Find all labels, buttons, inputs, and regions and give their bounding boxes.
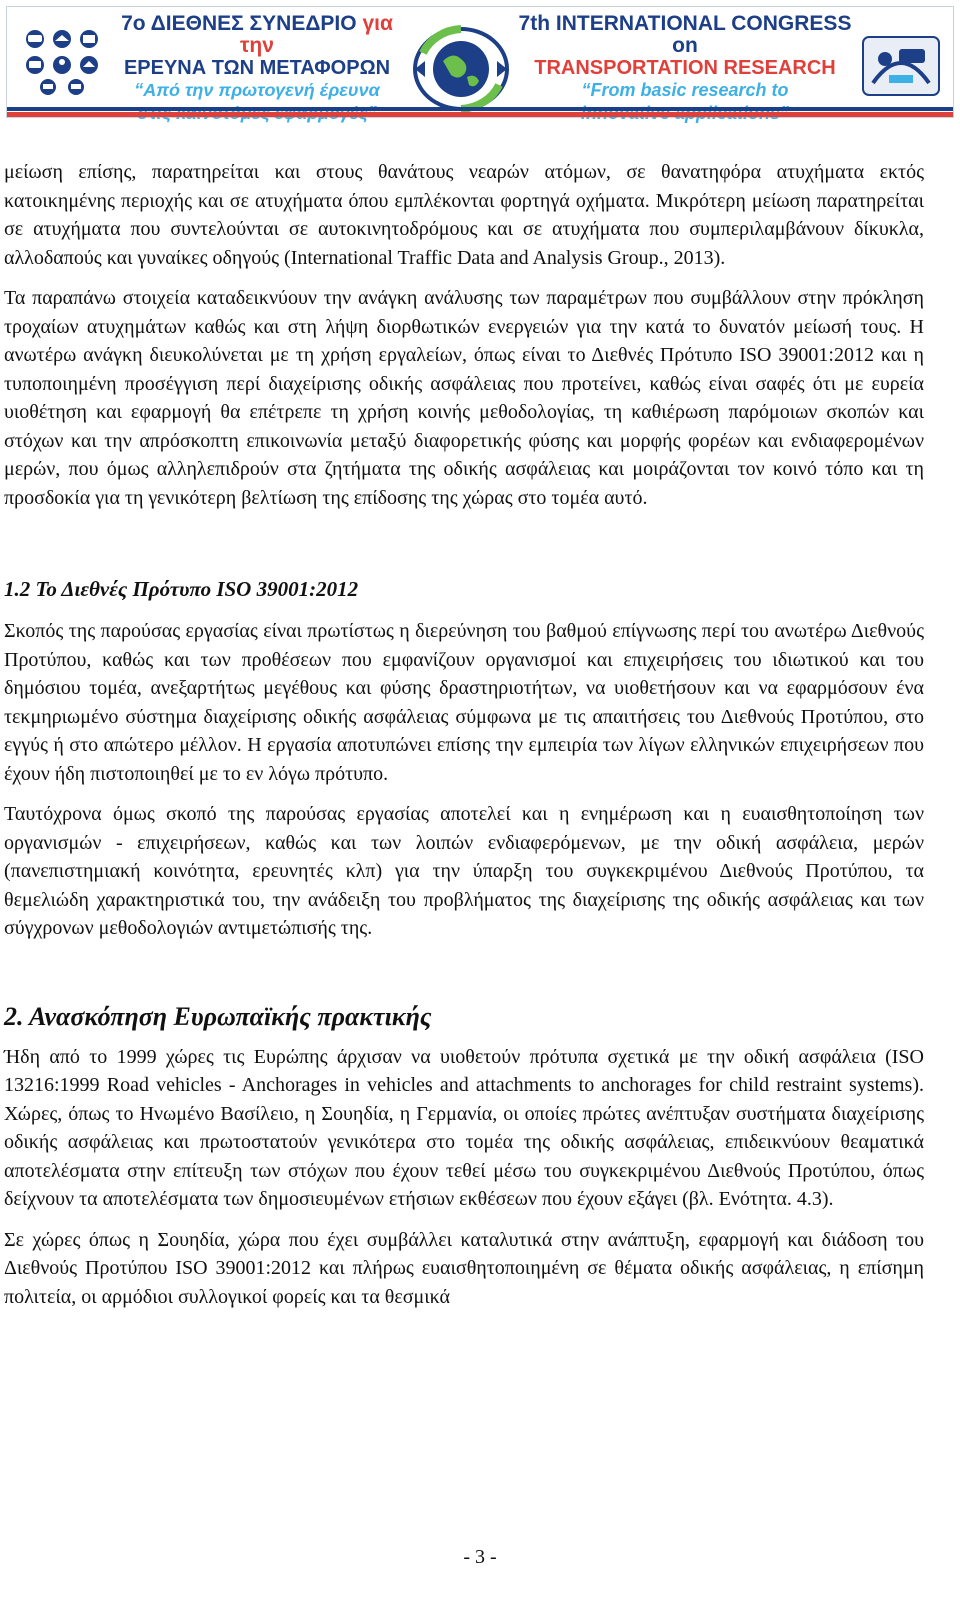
road-safety-logo-icon	[859, 33, 943, 103]
paragraph-research-aim: Σκοπός της παρούσας εργασίας είναι πρωτίστως η διερεύνηση του βαθμού επίγνωσης περί του ανωτέρω Διεθνούς Προτύπου, καθώς και των προθέσεων που εμφανίζουν οργανισμοί και επιχειρήσεις του ιδιωτικού και του δημόσιου τομέα, ανεξαρτήτως μεγέθους και φύσης δραστηριοτήτων, να υιοθετήσουν και να εφαρμόσουν ένα τεκμηριωμένο σύστημα διαχείρισης οδικής ασφάλειας σύμφωνα με τις απαιτήσεις του Διεθνούς Προτύπου, στο εγγύς ή στο απώτερο μέλλον. Η εργασία αποτυπώνει επίσης την εμπειρία των λίγων ελληνικών επιχειρήσεων που έχουν ήδη πιστοποιηθεί με το εν λόγω πρότυπο.	[4, 620, 924, 785]
page-number: - 3 -	[463, 1546, 497, 1568]
paragraph-european-practice: Ήδη από το 1999 χώρες τις Ευρώπης άρχισαν να υιοθετούν πρότυπα σχετικά με την οδική ασφάλεια (ISO 13216:1999 Road vehicles - Anchorages in vehicles and attachments to anchorages for child restraint systems). Χώρες, όπως το Ηνωμένο Βασίλειο, η Σουηδία, η Γερμανία, οι οποίες πρώτες ανέπτυξαν συστήματα διαχείρισης οδικής ασφάλειας και πρωτοστατούν γενικότερα στο τομέα της οδικής ασφάλειας, επιδεικνύουν θεαματικά αποτελέσματα στην επίτευξη των στόχων που έχουν τεθεί μέσω του συγκεκριμένου Διεθνούς Προτύπου, όπως δείχνουν τα αποτελέσματα των δημοσιευμένων ετήσιων εκθέσεων που έχουν εξάγει (βλ. Ενότητα. 4.3).	[4, 1045, 924, 1210]
transport-modes-logo-icon	[21, 29, 103, 95]
paragraph-analysis-need: Τα παραπάνω στοιχεία καταδεικνύουν την ανάγκη ανάλυσης των παραμέτρων που συμβάλλουν στην πρόκληση τροχαίων ατυχημάτων καθώς και στη λήψη διορθωτικών ενεργειών για την κατά το δυνατόν μείωσή τους. Η ανωτέρω ανάγκη διευκολύνεται με τη χρήση εργαλείων, όπως είναι το Διεθνές Πρότυπο ISO 39001:2012 και η τυποποιημένη προσέγγιση περί διαχείρισης οδικής ασφάλειας που προτείνει, καθώς είναι σαφές ότι με ευρεία υιοθέτηση και εφαρμογή θα επέτρεπε τη χρήση κοινής μεθοδολογίας, τη καθιέρωση παρόμοιων σκοπών και στόχων και την απρόσκοπτη επικοινωνία μεταξύ διαφορετικής φύσης και μορφής φορέων και ενδιαφερομένων μερών, που όμως αλληλεπιδρούν στα ζητήματα της οδικής ασφάλειας και μοιράζονται τον κοινό τόπο και τη προσδοκία για τη γενικότερη βελτίωση της επίδοσης της χώρας στο τομέα αυτό.	[4, 287, 924, 509]
globe-logo-icon	[411, 25, 511, 113]
paragraph-awareness: Ταυτόχρονα όμως σκοπό της παρούσας εργασίας αποτελεί και η ενημέρωση και η ευαισθητοποίηση των οργανισμών - επιχειρήσεων, καθώς και των λοιπών ενδιαφερόμενων, με την οδική ασφάλεια, μερών (πανεπιστημιακή κοινότητα, ερευνητές κλπ) για την ύπαρξη του συγκεκριμένου Διεθνούς Προτύπου, τα θεμελιώδη χαρακτηριστικά του, την ανάδειξη του προβλήματος της διαχείρισης της οδικής ασφάλειας και των σύγχρονων μεθοδολογιών αντιμετώπισής της.	[4, 803, 924, 939]
greek-title-line2: ΕΡΕΥΝΑ ΤΩΝ ΜΕΤΑΦΟΡΩΝ	[123, 57, 391, 79]
section-2-heading: 2. Ανασκόπηση Ευρωπαϊκής πρακτικής	[4, 1001, 432, 1031]
header-divider-red	[7, 112, 953, 117]
header-divider-blue	[7, 107, 953, 111]
english-title-line2: TRANSPORTATION RESEARCH	[534, 57, 836, 79]
document-body	[4, 158, 924, 1311]
paragraph-sweden: Σε χώρες όπως η Σουηδία, χώρα που έχει συμβάλλει καταλυτικά στην ανάπτυξη, εφαρμογή και διάδοση του Διεθνούς Προτύπου ISO 39001:2012 και πλήρως ευαισθητοποιημένη σε θέματα οδικής ασφάλειας, η επίσημη πολιτεία, οι αρμόδιοι συλλογικοί φορείς και τα θεσμικά	[4, 1228, 924, 1308]
greek-slogan-line1: “Από την πρωτογενή έρευνα	[134, 80, 380, 100]
english-slogan-line1: “From basic research to	[581, 80, 789, 100]
english-title-line1: 7th INTERNATIONAL CONGRESS on	[518, 12, 852, 57]
congress-header-banner	[6, 6, 954, 118]
paragraph-accident-trends: μείωση επίσης, παρατηρείται και στους θανάτους νεαρών ατόμων, σε θανατηφόρα ατυχήματα εκτός κατοικημένης περιοχής και σε ατυχήματα όπου εμπλέκονται φορτηγά οχήματα. Μικρότερη μείωση παρατηρείται σε ατυχήματα που συντελούνται σε αυτοκινητοδρόμους και σε ατυχήματα που συμπεριλαμβάνουν δίκυκλα, αλλοδαπούς και γυναίκες οδηγούς (International Traffic Data and Analysis Group., 2013).	[4, 161, 924, 269]
section-1-2-heading: 1.2 Το Διεθνές Πρότυπο ISO 39001:2012	[4, 577, 359, 601]
greek-title-line1: 7ο ΔΙΕΘΝΕΣ ΣΥΝΕΔΡΙΟ για την	[121, 12, 393, 57]
